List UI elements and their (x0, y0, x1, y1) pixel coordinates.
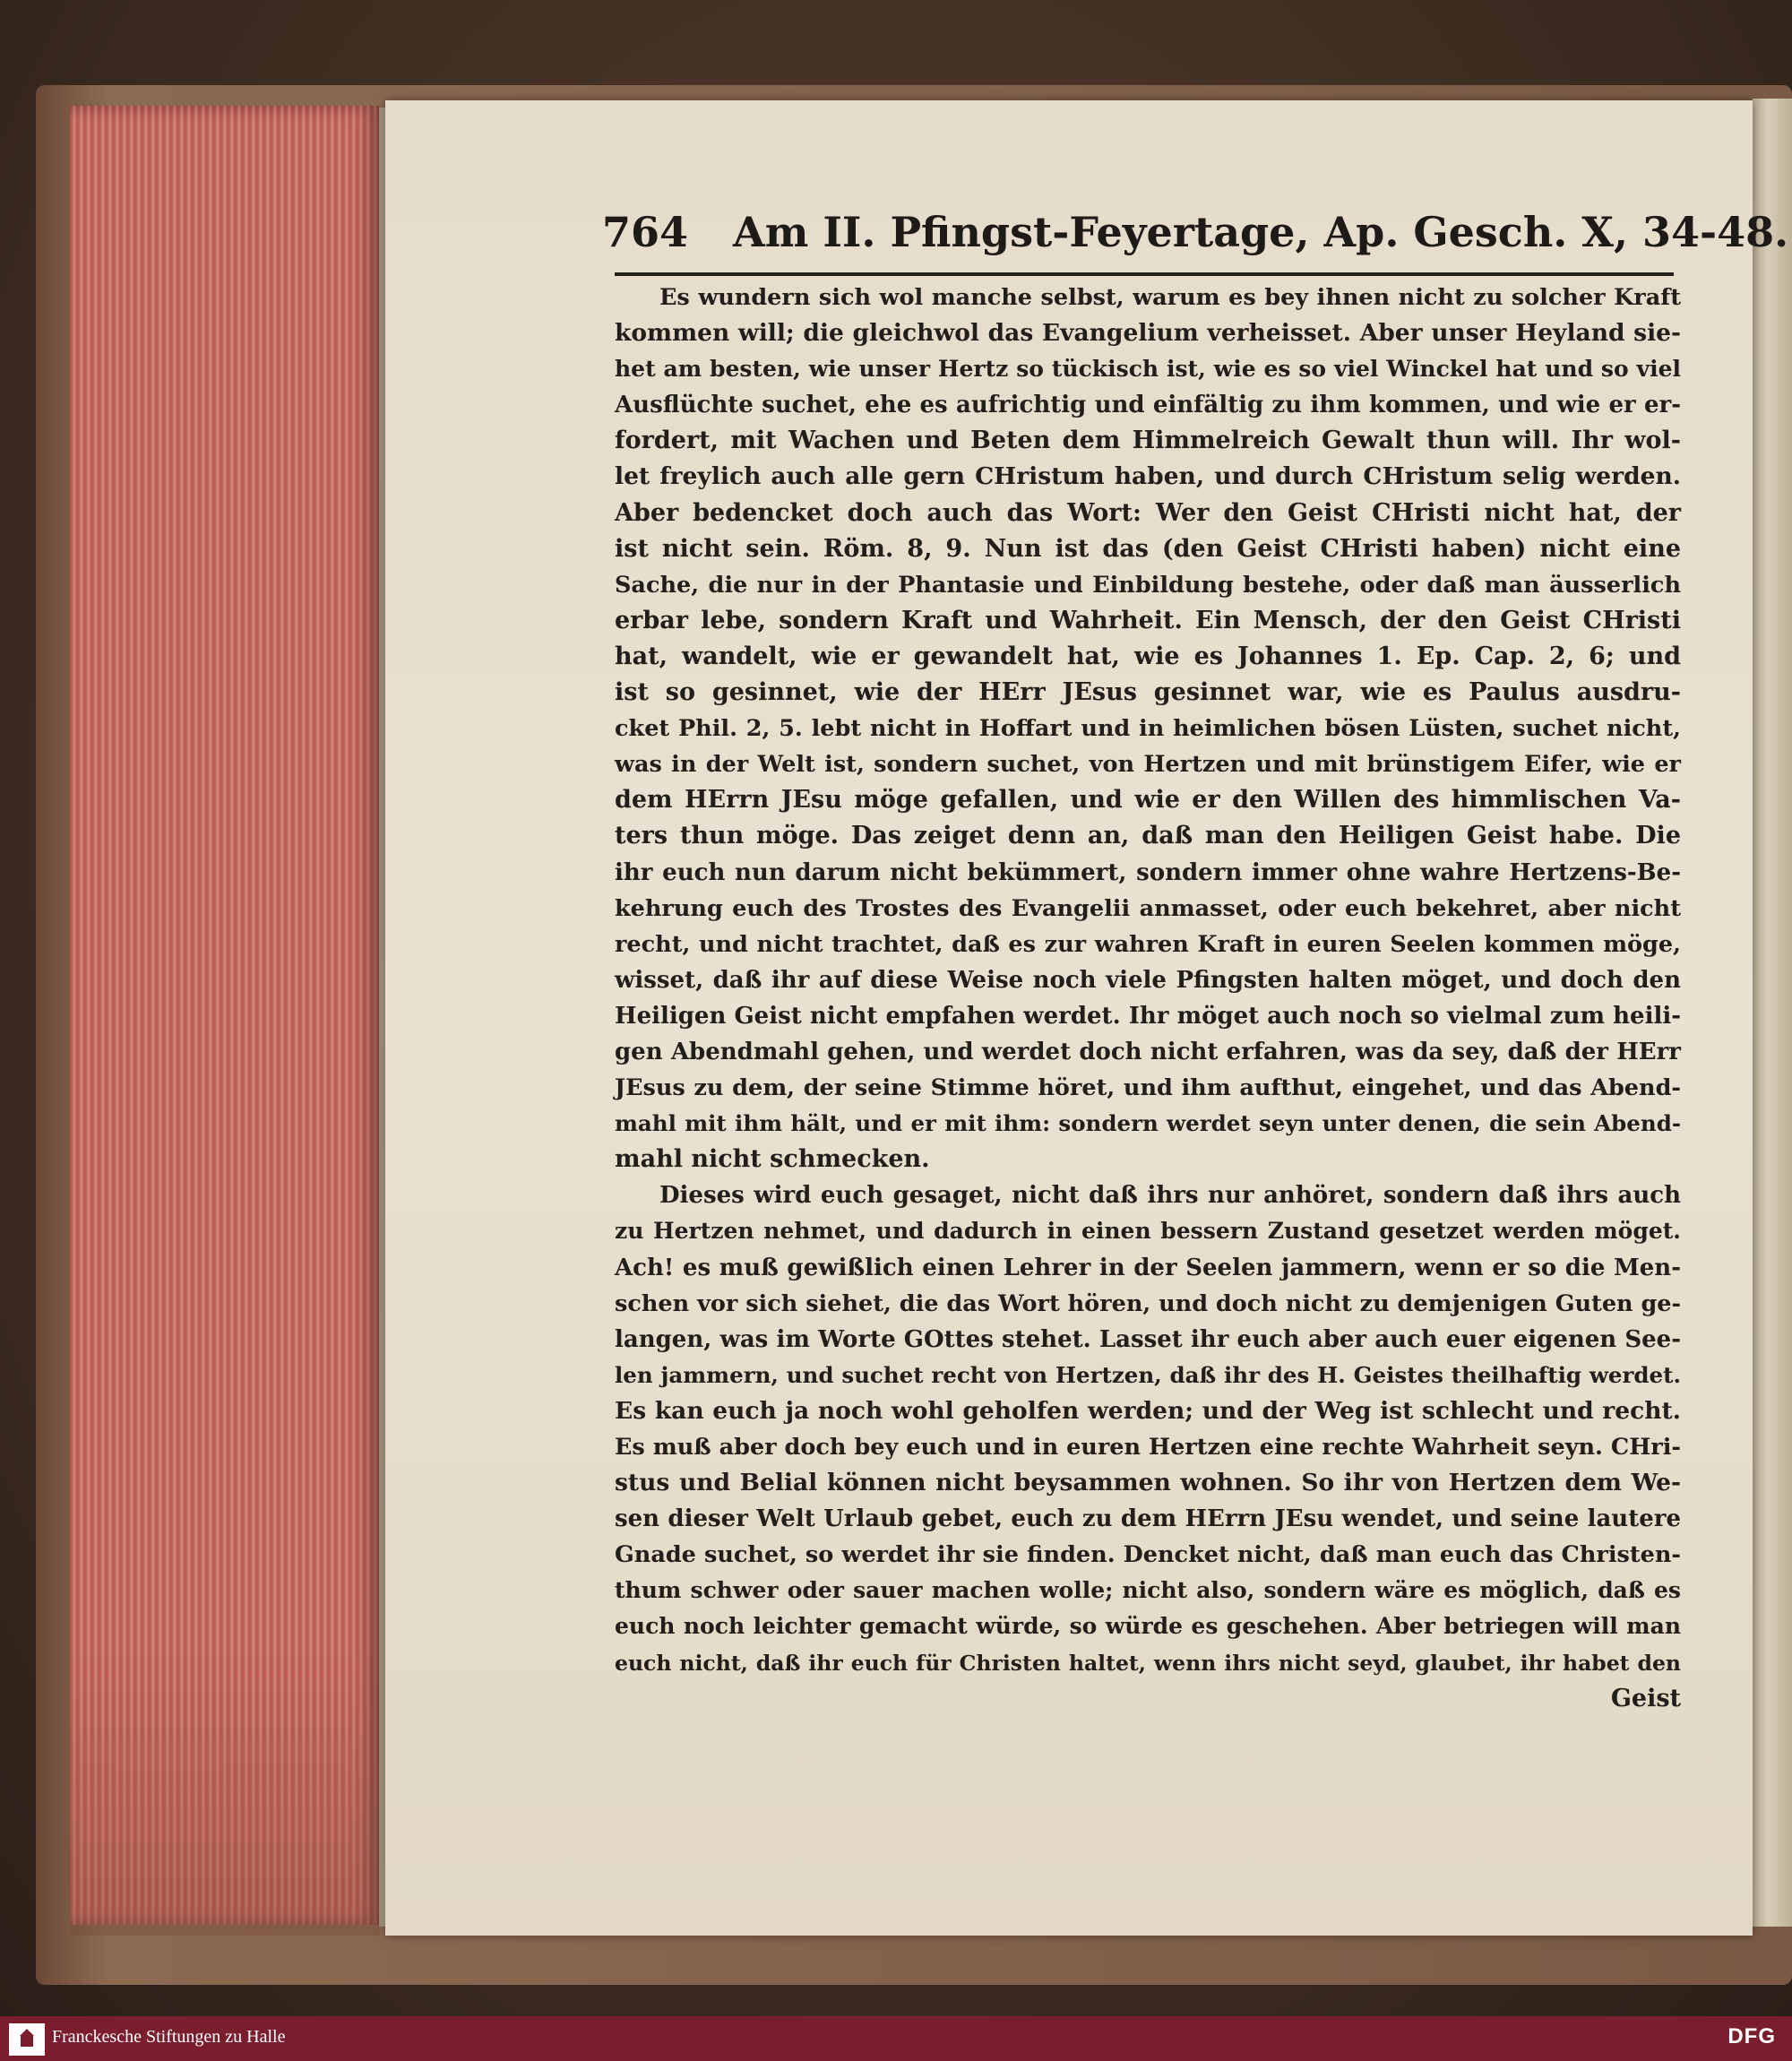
text-line: langen, was im Worte GOttes stehet. Lasset ihr euch aber auch euer eigenen See- (615, 1325, 1681, 1353)
page-edges-shadow (70, 1649, 379, 1936)
text-line: ters thun möge. Das zeiget denn an, daß man den Heiligen Geist habe. Die (615, 822, 1681, 850)
institution-name: Franckesche Stiftungen zu Halle (52, 2027, 286, 2047)
text-line: hat, wandelt, wie er gewandelt hat, wie es Johannes 1. Ep. Cap. 2, 6; und (615, 642, 1681, 670)
header-rule (615, 272, 1674, 276)
text-line: len jammern, und suchet recht von Hertzen, daß ihr des H. Geistes theilhaftig werdet. (615, 1361, 1681, 1388)
dfg-logo: DFG (1727, 2024, 1776, 2048)
text-line: kehrung euch des Trostes des Evangelii anmasset, oder euch bekehret, aber nicht (615, 894, 1681, 922)
text-line: Heiligen Geist nicht empfahen werdet. Ihr möget auch noch so vielmal zum heili- (615, 1002, 1681, 1030)
page-number: 764 (602, 208, 689, 256)
text-line: Sache, die nur in der Phantasie und Einbildung bestehe, oder daß man äusserlich (615, 571, 1681, 599)
text-line: cket Phil. 2, 5. lebt nicht in Hoffart und in heimlichen bösen Lüsten, suchet nicht, (615, 715, 1681, 743)
text-line: schen vor sich siehet, die das Wort hören, und doch nicht zu demjenigen Guten ge- (615, 1289, 1682, 1317)
text-line: let freylich auch alle gern CHristum haben, und durch CHristum selig werden. (615, 462, 1681, 491)
text-line: ist nicht sein. Röm. 8, 9. Nun ist das (den Geist CHristi haben) nicht eine (615, 534, 1681, 563)
text-line: fordert, mit Wachen und Beten dem Himmelreich Gewalt thun will. Ihr wol- (615, 427, 1681, 455)
text-line: dem HErrn JEsu möge gefallen, und wie er den Willen des himmlischen Va- (615, 786, 1681, 815)
text-line: zu Hertzen nehmet, und dadurch in einen bessern Zustand gesetzet werden möget. (615, 1218, 1681, 1245)
text-line: euch nicht, daß ihr euch für Christen haltet, wenn ihrs nicht seyd, glaubet, ihr habet den (615, 1650, 1681, 1676)
text-line: Es kan euch ja noch wohl geholfen werden; und der Weg ist schlecht und recht. (615, 1396, 1681, 1425)
page-body (615, 280, 1681, 1717)
text-line: mahl nicht schmecken. (615, 1145, 930, 1174)
footer-bar (0, 2016, 1792, 2061)
catchword: Geist (1610, 1684, 1681, 1712)
text-line: Dieses wird euch gesaget, nicht daß ihrs nur anhöret, sondern daß ihrs auch (659, 1182, 1681, 1210)
text-line: was in der Welt ist, sondern suchet, von Hertzen und mit brünstigem Eifer, wie er (615, 751, 1681, 779)
text-line: Ausflüchte suchet, ehe es aufrichtig und einfältig zu ihm kommen, und wie er er- (615, 392, 1681, 419)
text-line: kommen will; die gleichwol das Evangelium verheisset. Aber unser Heyland sie- (615, 319, 1681, 348)
text-line: het am besten, wie unser Hertz so tückisch ist, wie es so viel Winckel hat und so viel (615, 356, 1681, 383)
text-line: sen dieser Welt Urlaub gebet, euch zu dem HErrn JEsu wendet, und seine lautere (615, 1505, 1681, 1533)
text-line: Ach! es muß gewißlich einen Lehrer in der Seelen jammern, wenn er so die Men- (615, 1254, 1681, 1281)
text-line: ist so gesinnet, wie der HErr JEsus gesinnet war, wie es Paulus ausdru- (615, 678, 1681, 707)
text-line: euch noch leichter gemacht würde, so würde es geschehen. Aber betriegen will man (615, 1613, 1681, 1640)
text-line: Es muß aber doch bey euch und in euren Hertzen eine rechte Wahrheit seyn. CHri- (615, 1434, 1681, 1461)
text-line: gen Abendmahl gehen, und werdet doch nicht erfahren, was da sey, daß der HErr (615, 1038, 1681, 1065)
text-line: erbar lebe, sondern Kraft und Wahrheit. Ein Mensch, der den Geist CHristi (615, 606, 1681, 634)
facing-page-edge (1753, 99, 1792, 1927)
text-line: stus und Belial können nicht beysammen wohnen. So ihr von Hertzen dem We- (615, 1469, 1681, 1497)
text-line: ihr euch nun darum nicht bekümmert, sondern immer ohne wahre Hertzens-Be- (615, 858, 1681, 886)
text-line: recht, und nicht trachtet, daß es zur wahren Kraft in euren Seelen kommen möge, (615, 930, 1681, 958)
text-line: wisset, daß ihr auf diese Weise noch viele Pfingsten halten möget, und doch den (615, 966, 1681, 994)
institution-logo-icon (9, 2023, 45, 2056)
running-head: Am II. Pfingst-Feyertage, Ap. Gesch. X, 34-48. (733, 208, 1789, 256)
text-line: JEsus zu dem, der seine Stimme höret, und ihm aufthut, eingehet, und das Abend- (615, 1074, 1681, 1102)
text-line: thum schwer oder sauer machen wolle; nicht also, sondern wäre es möglich, daß es (615, 1577, 1681, 1604)
text-line: mahl mit ihm hält, und er mit ihm: sondern werdet seyn unter denen, die sein Abend- (615, 1110, 1681, 1137)
text-line: Aber bedencket doch auch das Wort: Wer den Geist CHristi nicht hat, der (615, 498, 1681, 527)
text-line: Gnade suchet, so werdet ihr sie finden. Dencket nicht, daß man euch das Christen- (615, 1541, 1681, 1569)
page-header (602, 204, 1789, 267)
text-line: Es wundern sich wol manche selbst, warum es bey ihnen nicht zu solcher Kraft (659, 284, 1681, 311)
